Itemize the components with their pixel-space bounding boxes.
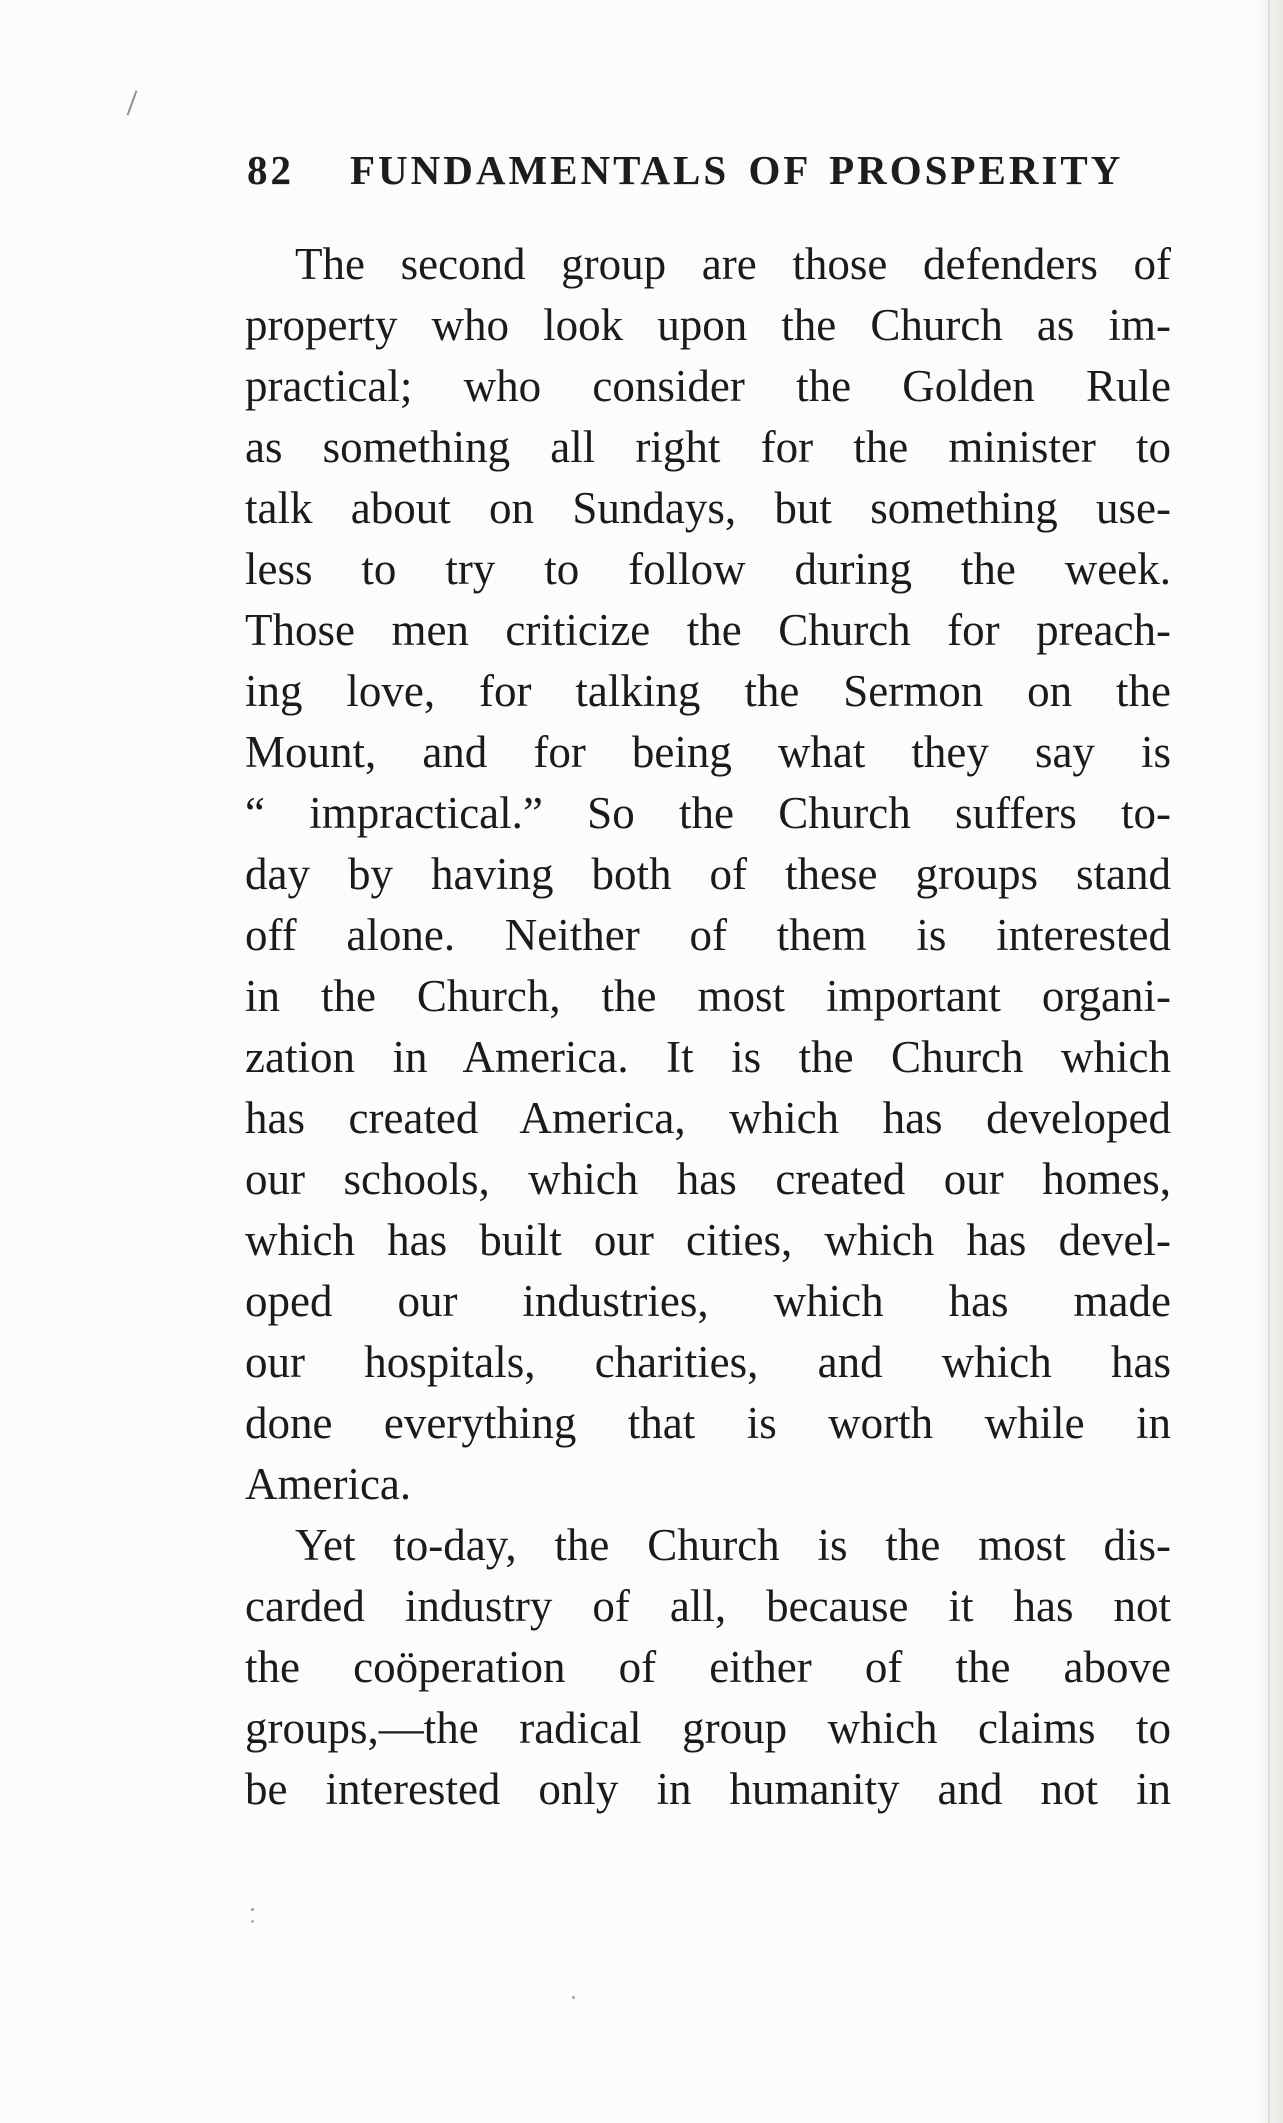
scan-edge-line (1268, 0, 1270, 2123)
text-line: Those men criticize the Church for preach- (245, 605, 1171, 655)
text-line: our schools, which has created our homes, (245, 1154, 1171, 1204)
scan-edge-shadow (1257, 0, 1283, 2123)
text-line: The second group are those defenders of (295, 239, 1171, 289)
text-line: has created America, which has developed (245, 1093, 1171, 1143)
scan-artifact-speck (572, 1996, 575, 1999)
text-line: “ impractical.” So the Church suffers to- (245, 788, 1171, 838)
text-line: our hospitals, charities, and which has (245, 1337, 1171, 1387)
scan-artifact-speck (251, 1920, 254, 1923)
page-number: 82 (247, 147, 294, 193)
text-line: talk about on Sundays, but something use- (245, 483, 1171, 533)
text-line: zation in America. It is the Church which (245, 1032, 1171, 1082)
text-line: day by having both of these groups stand (245, 849, 1171, 899)
text-line: America. (245, 1459, 412, 1509)
text-line: practical; who consider the Golden Rule (245, 361, 1171, 411)
running-title: FUNDAMENTALS OF PROSPERITY (350, 147, 1124, 193)
text-line: less to try to follow during the week. (245, 544, 1171, 594)
text-line: property who look upon the Church as im- (245, 300, 1171, 350)
text-line: as something all right for the minister to (245, 422, 1171, 472)
text-line: groups,—the radical group which claims to (245, 1703, 1171, 1753)
text-line: oped our industries, which has made (245, 1276, 1171, 1326)
text-line: ing love, for talking the Sermon on the (245, 666, 1171, 716)
text-line: which has built our cities, which has devel- (245, 1215, 1171, 1265)
text-line: be interested only in humanity and not in (245, 1764, 1171, 1814)
paragraph (245, 1515, 1171, 1820)
text-line: done everything that is worth while in (245, 1398, 1171, 1448)
text-line: Yet to-day, the Church is the most dis- (295, 1520, 1171, 1570)
text-line: carded industry of all, because it has not (245, 1581, 1171, 1631)
text-line: Mount, and for being what they say is (245, 727, 1171, 777)
text-line: off alone. Neither of them is interested (245, 910, 1171, 960)
text-line: in the Church, the most important organi- (245, 971, 1171, 1021)
page-header (247, 146, 1175, 194)
body-text (245, 234, 1171, 1820)
scan-artifact-speck (251, 1908, 254, 1911)
paragraph (245, 234, 1171, 1515)
scan-artifact-slash (127, 90, 138, 115)
text-line: the coöperation of either of the above (245, 1642, 1171, 1692)
